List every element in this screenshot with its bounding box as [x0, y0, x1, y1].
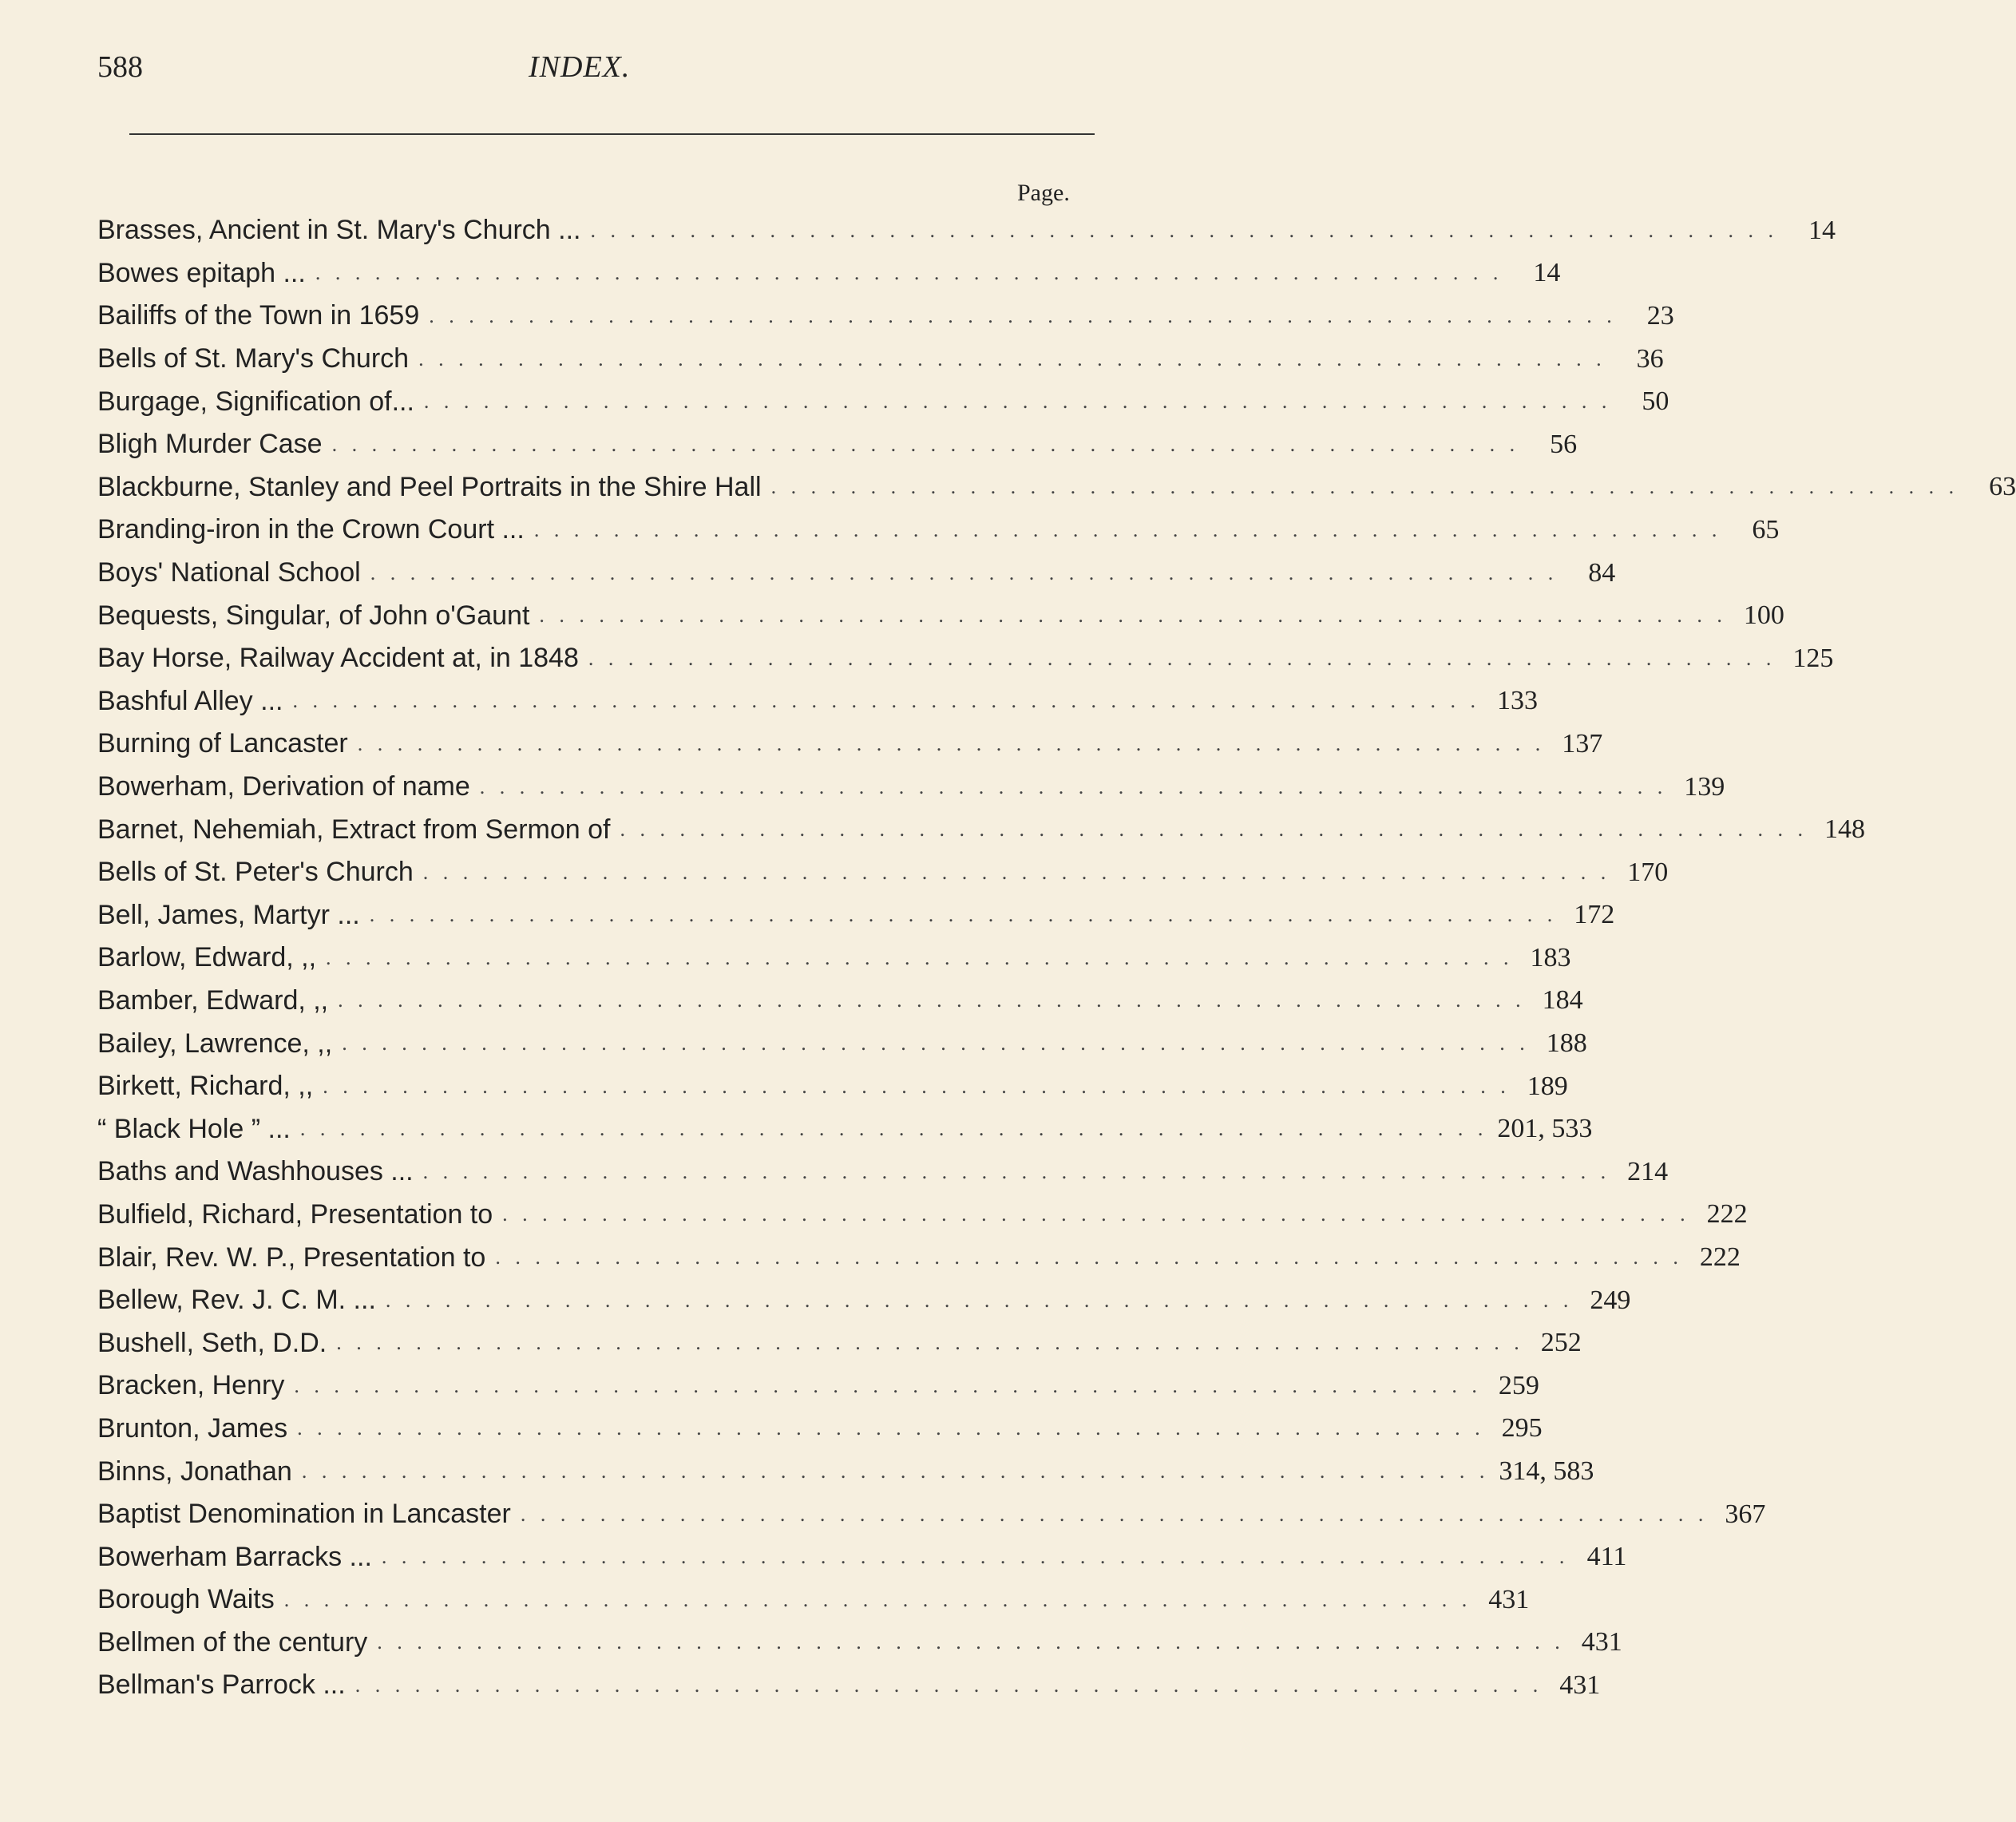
page-number: 588 [97, 50, 143, 84]
entry-page-number: 14 [1808, 215, 1836, 245]
dot-leader: . . . . . . . . . . . . . . . . . . . . . . . . . . . . . . . . . . . . . . . . . . . . . . . . . . . . . . . . . . . . [326, 945, 1514, 969]
entry-text: “ Black Hole ” ... [97, 1113, 291, 1144]
index-entry [97, 594, 1784, 637]
dot-leader: . . . . . . . . . . . . . . . . . . . . . . . . . . . . . . . . . . . . . . . . . . . . . . . . . . . . . . . . . . . . [422, 1159, 1611, 1183]
dot-leader: . . . . . . . . . . . . . . . . . . . . . . . . . . . . . . . . . . . . . . . . . . . . . . . . . . . . . . . . . . . . [381, 1545, 1570, 1569]
entry-text: Bowerham Barracks ... [97, 1541, 372, 1572]
index-entry [97, 1065, 1568, 1108]
entry-page-number: 14 [1533, 258, 1561, 288]
page-header [97, 50, 1079, 97]
entry-text: Bell, James, Martyr ... [97, 899, 360, 930]
entry-text: Bequests, Singular, of John o'Gaunt [97, 600, 530, 631]
entry-text: Bailiffs of the Town in 1659 [97, 300, 420, 331]
index-entry [97, 1365, 1539, 1408]
entry-page-number: 148 [1824, 814, 1865, 845]
dot-leader: . . . . . . . . . . . . . . . . . . . . . . . . . . . . . . . . . . . . . . . . . . . . . . . . . . . . . . . . . . . . [370, 560, 1559, 584]
index-entry [97, 466, 2016, 509]
entry-page-number: 222 [1699, 1242, 1741, 1273]
entry-text: Bashful Alley ... [97, 685, 283, 716]
index-entry [97, 1493, 1766, 1536]
dot-leader: . . . . . . . . . . . . . . . . . . . . . . . . . . . . . . . . . . . . . . . . . . . . . . . . . . . . . . . . . . . . [357, 731, 1546, 755]
entry-text: Baptist Denomination in Lancaster [97, 1499, 511, 1530]
entry-page-number: 133 [1496, 686, 1538, 716]
index-entry [97, 1535, 1627, 1578]
index-entry [97, 851, 1669, 894]
index-entry [97, 1321, 1582, 1365]
index-entry [97, 1279, 1631, 1322]
entry-text: Burgage, Signification of... [97, 386, 414, 417]
entry-text: Bay Horse, Railway Accident at, in 1848 [97, 643, 579, 674]
dot-leader: . . . . . . . . . . . . . . . . . . . . . . . . . . . . . . . . . . . . . . . . . . . . . . . . . . . . . . . . . . . . [342, 1032, 1530, 1056]
dot-leader: . . . . . . . . . . . . . . . . . . . . . . . . . . . . . . . . . . . . . . . . . . . . . . . . . . . . . . . . . . . . [423, 390, 1612, 414]
dot-leader: . . . . . . . . . . . . . . . . . . . . . . . . . . . . . . . . . . . . . . . . . . . . . . . . . . . . . . . . . . . . [479, 774, 1668, 798]
entry-page-number: 367 [1725, 1499, 1766, 1529]
entry-page-number: 252 [1540, 1328, 1582, 1358]
entry-page-number: 184 [1542, 985, 1583, 1016]
dot-leader: . . . . . . . . . . . . . . . . . . . . . . . . . . . . . . . . . . . . . . . . . . . . . . . . . . . . . . . . . . . . [299, 1117, 1488, 1141]
dot-leader: . . . . . . . . . . . . . . . . . . . . . . . . . . . . . . . . . . . . . . . . . . . . . . . . . . . . . . . . . . . . [495, 1246, 1683, 1269]
entry-text: Bellew, Rev. J. C. M. ... [97, 1285, 376, 1316]
entry-page-number: 23 [1646, 300, 1674, 331]
dot-leader: . . . . . . . . . . . . . . . . . . . . . . . . . . . . . . . . . . . . . . . . . . . . . . . . . . . . . . . . . . . . [502, 1202, 1690, 1226]
entry-text: Brunton, James [97, 1412, 288, 1444]
entry-page-number: 100 [1743, 600, 1784, 631]
entry-page-number: 139 [1684, 771, 1725, 802]
index-entry [97, 209, 1836, 252]
entry-text: Birkett, Richard, ,, [97, 1071, 314, 1102]
entry-text: Branding-iron in the Crown Court ... [97, 514, 525, 545]
entry-page-number: 295 [1501, 1413, 1543, 1444]
index-entry [97, 252, 1561, 295]
entry-page-number: 214 [1627, 1156, 1669, 1186]
dot-leader: . . . . . . . . . . . . . . . . . . . . . . . . . . . . . . . . . . . . . . . . . . . . . . . . . . . . . . . . . . . . [385, 1288, 1574, 1312]
index-entry [97, 1022, 1587, 1065]
entry-page-number: 189 [1527, 1071, 1568, 1101]
entry-page-number: 188 [1546, 1028, 1587, 1059]
dot-leader: . . . . . . . . . . . . . . . . . . . . . . . . . . . . . . . . . . . . . . . . . . . . . . . . . . . . . . . . . . . . [354, 1673, 1543, 1697]
entry-text: Borough Waits [97, 1584, 275, 1615]
dot-leader: . . . . . . . . . . . . . . . . . . . . . . . . . . . . . . . . . . . . . . . . . . . . . . . . . . . . . . . . . . . . [590, 218, 1778, 242]
entry-page-number: 431 [1559, 1670, 1601, 1700]
index-entry [97, 1107, 1593, 1151]
index-entry [97, 552, 1616, 595]
entry-text: Bowerham, Derivation of name [97, 771, 470, 802]
dot-leader: . . . . . . . . . . . . . . . . . . . . . . . . . . . . . . . . . . . . . . . . . . . . . . . . . . . . . . . . . . . . [369, 903, 1558, 927]
entry-page-number: 125 [1792, 643, 1834, 673]
dot-leader: . . . . . . . . . . . . . . . . . . . . . . . . . . . . . . . . . . . . . . . . . . . . . . . . . . . . . . . . . . . . [336, 1331, 1524, 1355]
index-entry [97, 509, 1780, 552]
index-entry [97, 1194, 1748, 1237]
dot-leader: . . . . . . . . . . . . . . . . . . . . . . . . . . . . . . . . . . . . . . . . . . . . . . . . . . . . . . . . . . . . [422, 860, 1611, 884]
dot-leader: . . . . . . . . . . . . . . . . . . . . . . . . . . . . . . . . . . . . . . . . . . . . . . . . . . . . . . . . . . . . [301, 1460, 1490, 1483]
entry-text: Bellman's Parrock ... [97, 1670, 346, 1701]
dot-leader: . . . . . . . . . . . . . . . . . . . . . . . . . . . . . . . . . . . . . . . . . . . . . . . . . . . . . . . . . . . . [588, 646, 1776, 670]
entry-page-number: 431 [1488, 1584, 1530, 1614]
entry-text: Bellmen of the century [97, 1626, 368, 1658]
index-entry [97, 1151, 1669, 1194]
entry-text: Bamber, Edward, ,, [97, 984, 329, 1016]
entry-text: Bailey, Lawrence, ,, [97, 1028, 333, 1059]
index-entry [97, 338, 1664, 381]
entry-page-number: 56 [1550, 429, 1578, 459]
entry-page-number: 84 [1588, 557, 1616, 588]
entry-page-number: 222 [1706, 1199, 1748, 1230]
index-entry [97, 680, 1538, 723]
entry-text: Boys' National School [97, 557, 361, 588]
entry-page-number: 431 [1581, 1627, 1622, 1658]
entry-page-number: 172 [1574, 900, 1615, 930]
entry-text: Bracken, Henry [97, 1370, 285, 1401]
entry-text: Blackburne, Stanley and Peel Portraits in the Shire Hall [97, 471, 762, 502]
dot-leader: . . . . . . . . . . . . . . . . . . . . . . . . . . . . . . . . . . . . . . . . . . . . . . . . . . . . . . . . . . . . [418, 347, 1606, 370]
dot-leader: . . . . . . . . . . . . . . . . . . . . . . . . . . . . . . . . . . . . . . . . . . . . . . . . . . . . . . . . . . . . [338, 988, 1526, 1012]
entry-text: Burning of Lancaster [97, 728, 348, 759]
dot-leader: . . . . . . . . . . . . . . . . . . . . . . . . . . . . . . . . . . . . . . . . . . . . . . . . . . . . . . . . . . . . [429, 303, 1617, 327]
entry-text: Barlow, Edward, ,, [97, 942, 317, 973]
dot-leader: . . . . . . . . . . . . . . . . . . . . . . . . . . . . . . . . . . . . . . . . . . . . . . . . . . . . . . . . . . . . [294, 1373, 1482, 1397]
index-entry [97, 1408, 1543, 1451]
entry-page-number: 36 [1636, 343, 1664, 374]
entry-page-number: 170 [1627, 857, 1669, 887]
page-title: INDEX. [529, 50, 631, 84]
dot-leader: . . . . . . . . . . . . . . . . . . . . . . . . . . . . . . . . . . . . . . . . . . . . . . . . . . . . . . . . . . . . [283, 1587, 1472, 1611]
index-entry [97, 380, 1669, 423]
index-entry [97, 894, 1615, 937]
entry-text: Bligh Murder Case [97, 429, 323, 460]
dot-leader: . . . . . . . . . . . . . . . . . . . . . . . . . . . . . . . . . . . . . . . . . . . . . . . . . . . . . . . . . . . . [620, 818, 1808, 842]
dot-leader: . . . . . . . . . . . . . . . . . . . . . . . . . . . . . . . . . . . . . . . . . . . . . . . . . . . . . . . . . . . . [292, 689, 1480, 713]
index-list [97, 209, 2016, 1707]
entry-text: Brasses, Ancient in St. Mary's Church ... [97, 215, 581, 246]
index-entry [97, 937, 1571, 980]
entry-text: Blair, Rev. W. P., Presentation to [97, 1242, 486, 1273]
dot-leader: . . . . . . . . . . . . . . . . . . . . . . . . . . . . . . . . . . . . . . . . . . . . . . . . . . . . . . . . . . . . [539, 604, 1727, 628]
index-entry [97, 808, 1865, 851]
entry-page-number: 183 [1530, 942, 1571, 972]
index-entry [97, 1450, 1594, 1493]
dot-leader: . . . . . . . . . . . . . . . . . . . . . . . . . . . . . . . . . . . . . . . . . . . . . . . . . . . . . . . . . . . . [323, 1074, 1511, 1098]
entry-text: Binns, Jonathan [97, 1456, 292, 1487]
entry-page-number: 411 [1586, 1542, 1627, 1572]
dot-leader: . . . . . . . . . . . . . . . . . . . . . . . . . . . . . . . . . . . . . . . . . . . . . . . . . . . . . . . . . . . . [377, 1630, 1565, 1654]
dot-leader: . . . . . . . . . . . . . . . . . . . . . . . . . . . . . . . . . . . . . . . . . . . . . . . . . . . . . . . . . . . . [533, 517, 1722, 541]
entry-page-number: 65 [1752, 514, 1780, 545]
index-entry [97, 723, 1603, 766]
entry-page-number: 63 [1989, 472, 2016, 502]
entry-text: Bells of St. Mary's Church [97, 343, 410, 374]
entry-text: Bulfield, Richard, Presentation to [97, 1198, 493, 1230]
entry-page-number: 201, 533 [1497, 1114, 1593, 1144]
entry-text: Baths and Washhouses ... [97, 1156, 414, 1187]
index-entry [97, 1664, 1601, 1707]
page-column-label: Page. [1017, 180, 1070, 206]
header-rule [129, 133, 1095, 135]
entry-page-number: 314, 583 [1499, 1456, 1594, 1487]
entry-text: Bells of St. Peter's Church [97, 857, 414, 888]
index-entry [97, 980, 1583, 1023]
entry-text: Bowes epitaph ... [97, 257, 306, 288]
index-entry [97, 766, 1725, 809]
index-entry [97, 295, 1674, 338]
entry-page-number: 137 [1562, 728, 1603, 759]
dot-leader: . . . . . . . . . . . . . . . . . . . . . . . . . . . . . . . . . . . . . . . . . . . . . . . . . . . . . . . . . . . . [770, 475, 1959, 499]
entry-page-number: 249 [1590, 1285, 1631, 1315]
dot-leader: . . . . . . . . . . . . . . . . . . . . . . . . . . . . . . . . . . . . . . . . . . . . . . . . . . . . . . . . . . . . [331, 432, 1520, 456]
index-entry [97, 423, 1578, 466]
index-entry [97, 637, 1834, 680]
entry-text: Barnet, Nehemiah, Extract from Sermon of [97, 814, 611, 845]
index-entry [97, 1236, 1741, 1279]
entry-text: Bushell, Seth, D.D. [97, 1327, 327, 1358]
dot-leader: . . . . . . . . . . . . . . . . . . . . . . . . . . . . . . . . . . . . . . . . . . . . . . . . . . . . . . . . . . . . [297, 1416, 1485, 1440]
index-entry [97, 1578, 1530, 1622]
dot-leader: . . . . . . . . . . . . . . . . . . . . . . . . . . . . . . . . . . . . . . . . . . . . . . . . . . . . . . . . . . . . [315, 261, 1503, 285]
dot-leader: . . . . . . . . . . . . . . . . . . . . . . . . . . . . . . . . . . . . . . . . . . . . . . . . . . . . . . . . . . . . [520, 1502, 1709, 1526]
index-entry [97, 1622, 1622, 1665]
entry-page-number: 259 [1498, 1370, 1539, 1400]
entry-page-number: 50 [1642, 386, 1669, 417]
